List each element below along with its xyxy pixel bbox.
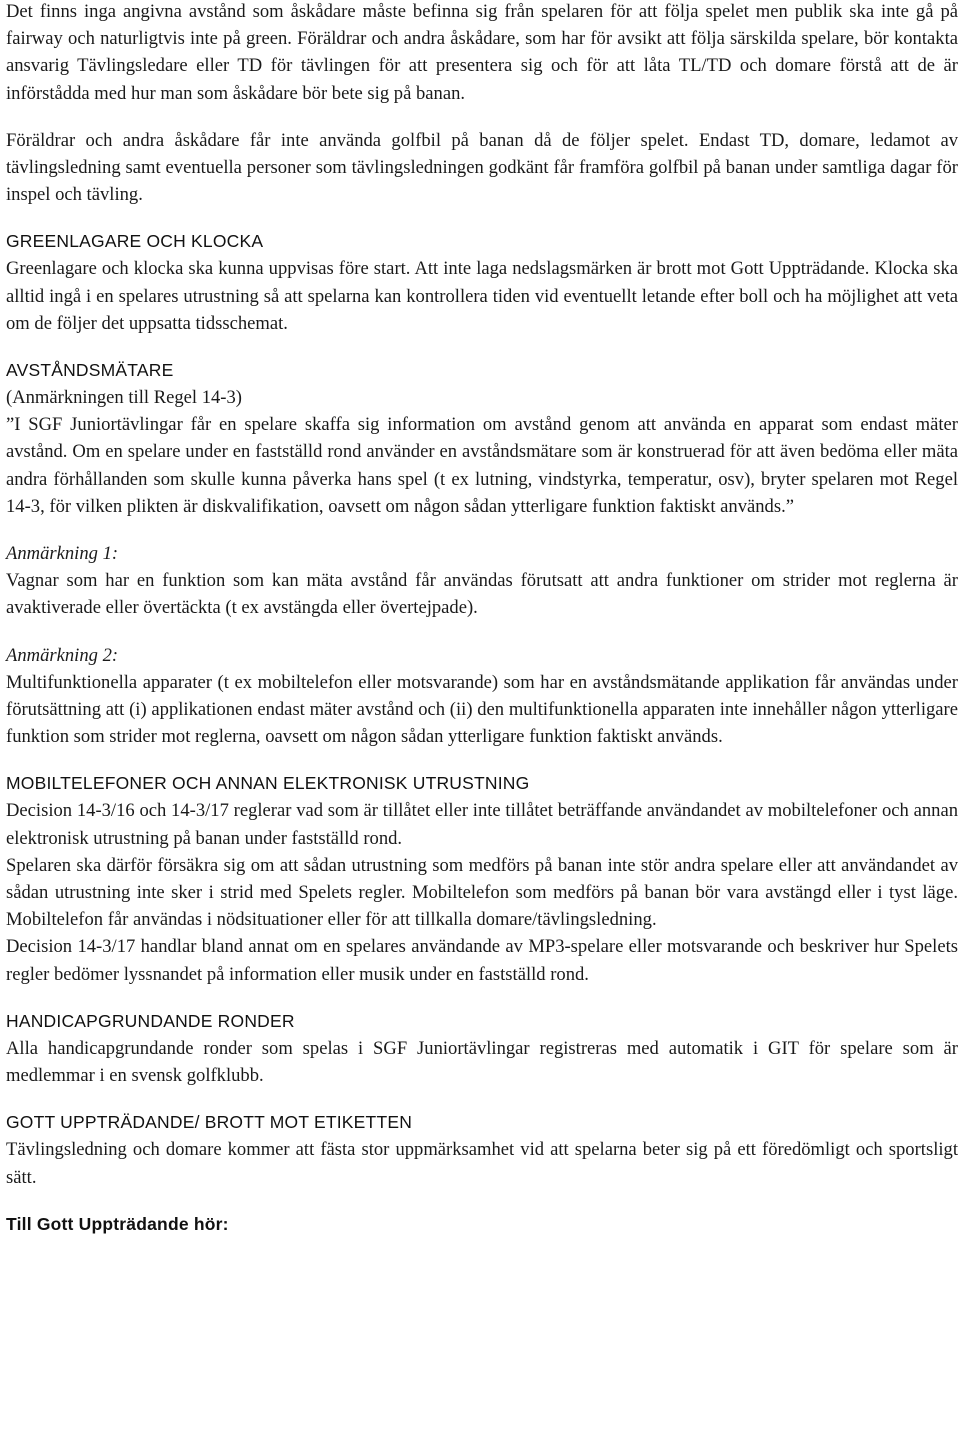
avstandsmatare-subheading: (Anmärkningen till Regel 14-3) bbox=[6, 387, 242, 409]
avstandsmatare-paragraph: ”I SGF Juniortävlingar får en spelare skaffa sig information om avstånd genom att använda en apparat som endast mäter avstånd. Om en spelare under en fastställd rond använder en avståndsmätare som är konstruerad för att även bedöma eller mäta andra förhållanden som skulle kunna påverka hans spel (t ex lutning, vindstyrka, temperatur, osv), bryter spelaren mot Regel 14-3, för vilken plikten är diskvalifikation, oavsett om någon sådan ytterligare funktion faktiskt används.” bbox=[6, 414, 958, 517]
section-heading-handicap: HANDICAPGRUNDANDE RONDER bbox=[6, 1010, 295, 1031]
section-heading-greenlagare: GREENLAGARE OCH KLOCKA bbox=[6, 231, 264, 252]
section-heading-till-gott: Till Gott Uppträdande hör: bbox=[6, 1213, 229, 1234]
mobil-paragraph-2: Spelaren ska därför försäkra sig om att sådan utrustning som medförs på banan inte stör andra spelare eller att användandet av sådan utrustning inte sker i strid med Spelets regler. Mobiltelefon som medförs på banan bör vara avstängd eller i tyst läge. Mobiltelefon får användas i nödsituationer eller för att tillkalla domare/tävlingsledning. bbox=[6, 854, 958, 931]
mobil-paragraph-3: Decision 14-3/17 handlar bland annat om en spelares användande av MP3-spelare eller motsvarande och beskriver hur Spelets regler bedömer lyssnandet på information eller musik under en fastställd rond. bbox=[6, 936, 958, 985]
spacer bbox=[6, 520, 960, 540]
intro-paragraph-2: Föräldrar och andra åskådare får inte använda golfbil på banan då de följer spelet. Endast TD, domare, ledamot av tävlingsledning samt eventuella personer som tävlingsledningen godkänt får framföra golfbil på banan under samtliga dagar för inspel och tävling. bbox=[6, 129, 958, 206]
spacer bbox=[6, 208, 960, 228]
etikett-paragraph: Tävlingsledning och domare kommer att fästa stor uppmärksamhet vid att spelarna beter sig på ett föredömligt och sportsligt sätt. bbox=[6, 1139, 958, 1188]
handicap-paragraph: Alla handicapgrundande ronder som spelas i SGF Juniortävlingar registreras med automatik i GIT för spelare som är medlemmar i en svensk golfklubb. bbox=[6, 1037, 958, 1087]
spacer bbox=[6, 988, 960, 1008]
section-heading-mobil: MOBILTELEFONER OCH ANNAN ELEKTRONISK UTRUSTNING bbox=[6, 773, 530, 794]
spacer bbox=[6, 622, 960, 642]
spacer bbox=[6, 1089, 960, 1109]
section-heading-etikett: GOTT UPPTRÄDANDE/ BROTT MOT ETIKETTEN bbox=[6, 1112, 413, 1133]
spacer bbox=[6, 750, 960, 770]
spacer bbox=[6, 337, 960, 357]
greenlagare-paragraph: Greenlagare och klocka ska kunna uppvisas före start. Att inte laga nedslagsmärken är brott mot Gott Uppträdande. Klocka ska alltid ingå i en spelares utrustning så att spelarna kan kontrollera tiden vid eventuellt letande efter boll och ha möjlighet att veta om de följer det uppsatta tidsschemat. bbox=[6, 258, 958, 334]
spacer bbox=[6, 1191, 960, 1211]
section-heading-avstandsmatare: AVSTÅNDSMÄTARE bbox=[6, 360, 174, 381]
note-1-text: Vagnar som har en funktion som kan mäta avstånd får användas förutsatt att andra funktioner om strider mot reglerna är avaktiverade eller övertäckta (t ex avstängda eller övertejpade). bbox=[6, 570, 958, 619]
note-2-text: Multifunktionella apparater (t ex mobiltelefon eller motsvarande) som har en avståndsmätande applikation får användas under förutsättning att (i) applikationen endast mäter avstånd och (ii) den multifunktionella apparaten inte innehåller någon ytterligare funktion som strider mot reglerna, oavsett om någon sådan ytterligare funktion faktiskt används. bbox=[6, 671, 958, 748]
intro-paragraph-1: Det finns inga angivna avstånd som åskådare måste befinna sig från spelaren för att följa spelet men publik ska inte gå på fairway och naturligtvis inte på green. Föräldrar och andra åskådare, som har för avsikt att följa särskilda spelare, bör kontakta ansvarig Tävlingsledare eller TD för tävlingen för att presentera sig och för att låta TL/TD och domare förstå att de är införstådda med hur man som åskådare bör bete sig på banan. bbox=[6, 1, 958, 104]
mobil-paragraph-1: Decision 14-3/16 och 14-3/17 reglerar vad som är tillåtet eller inte tillåtet beträffande användandet av mobiltelefoner och annan elektronisk utrustning på banan under fastställd rond. bbox=[6, 800, 958, 849]
note-1-label: Anmärkning 1: bbox=[6, 543, 119, 565]
note-2-label: Anmärkning 2: bbox=[6, 644, 119, 666]
spacer bbox=[6, 107, 960, 127]
